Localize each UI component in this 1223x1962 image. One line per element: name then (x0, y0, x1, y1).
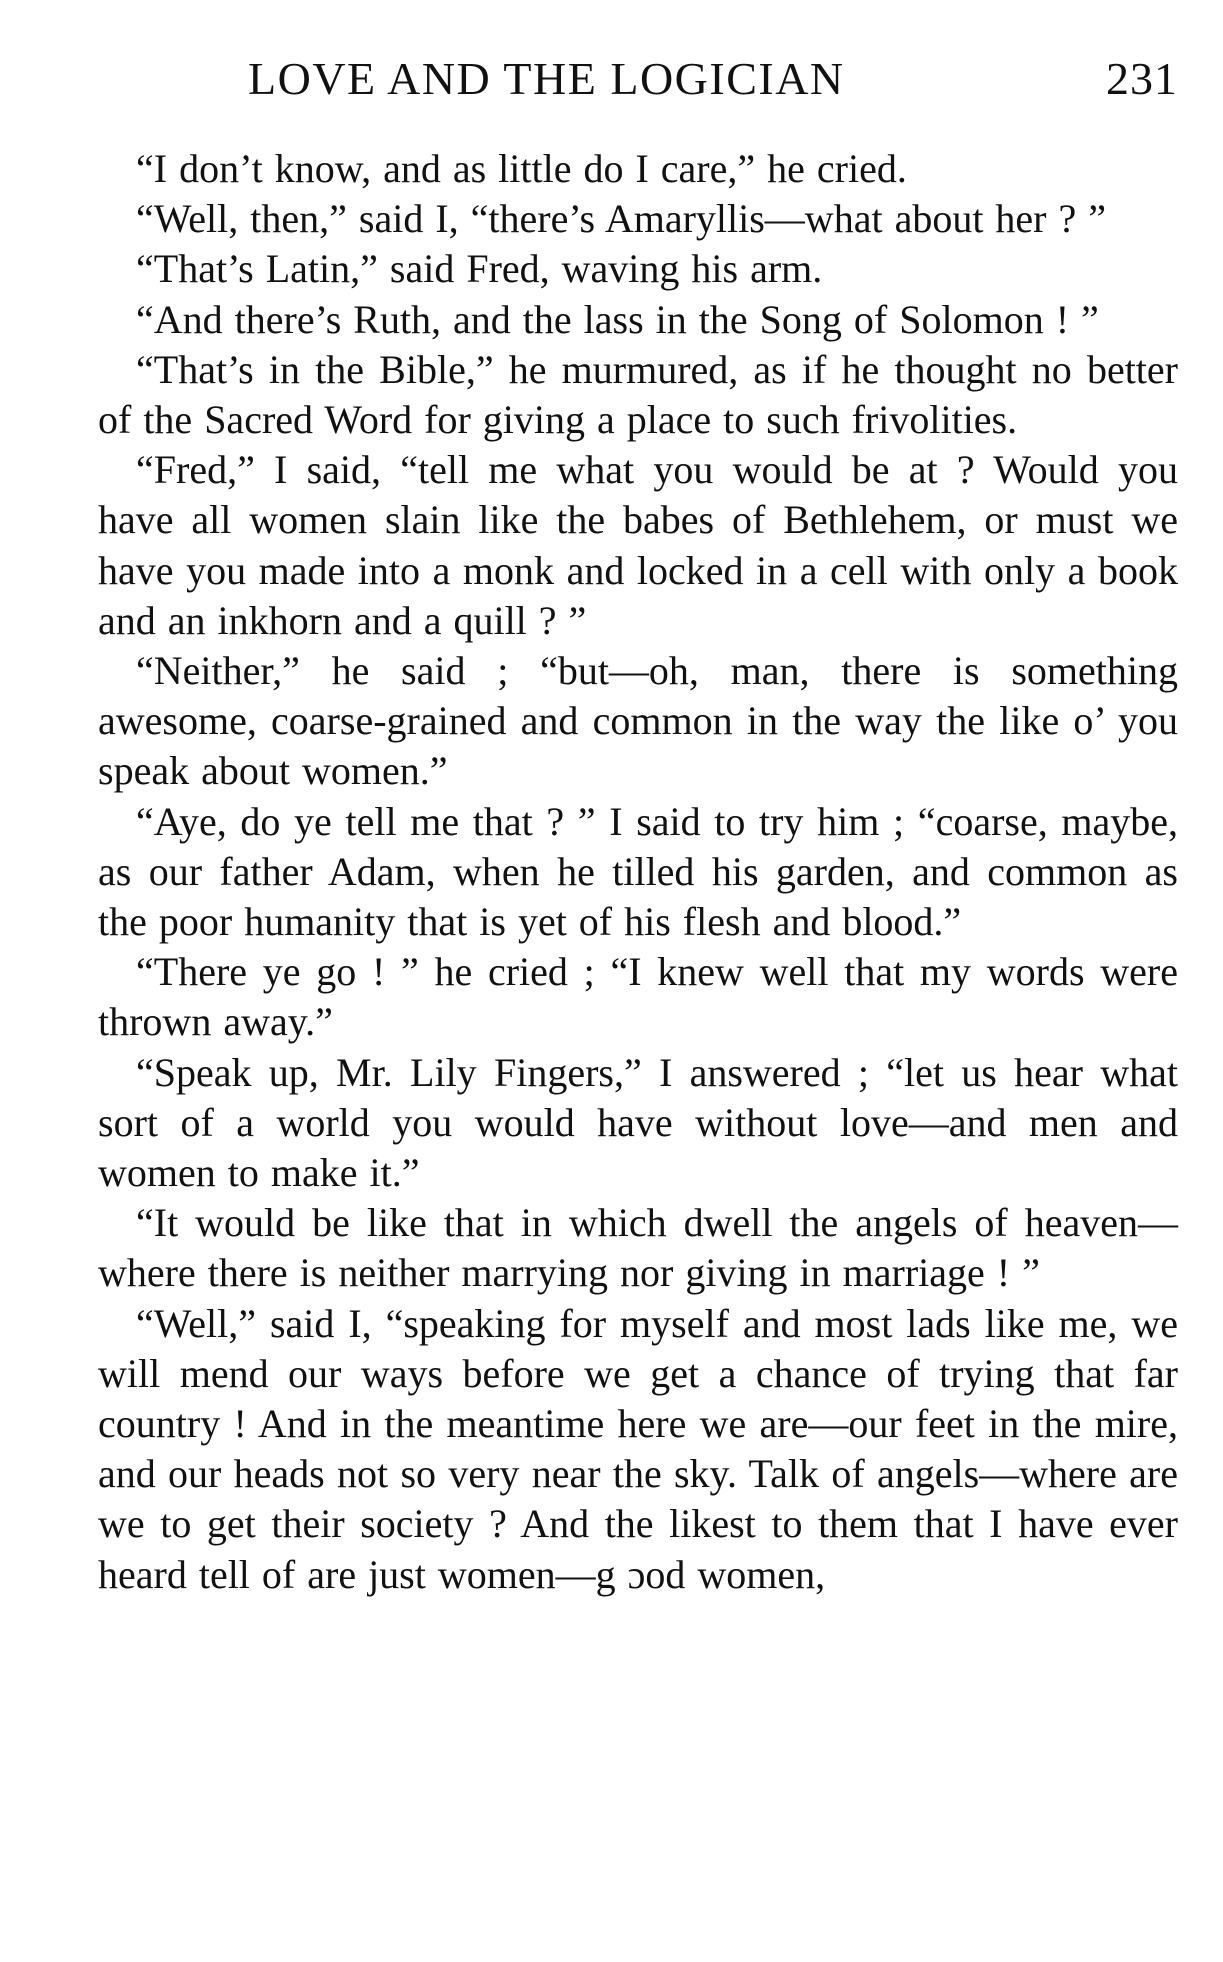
paragraph-5: “That’s in the Bible,” he murmured, as if he thought no better of the Sacred Word for giving a place to such frivolities. (98, 346, 1178, 443)
page-header (98, 52, 1178, 112)
paragraph-6: “Fred,” I said, “tell me what you would be at ? Would you have all women slain like the babes of Bethlehem, or must we have you made into a monk and locked in a cell with only a book and an inkhorn and a quill ? ” (98, 447, 1178, 643)
paragraph-1: “I don’t know, and as little do I care,” he cried. (136, 146, 907, 191)
paragraph-8: “Aye, do ye tell me that ? ” I said to try him ; “coarse, maybe, as our father Adam, when he tilled his garden, and common as the poor humanity that is yet of his flesh and blood.” (98, 798, 1178, 945)
paragraph-3: “That’s Latin,” said Fred, waving his arm. (136, 246, 823, 292)
paragraph-11: “It would be like that in which dwell the angels of heaven—where there is neither marrying nor giving in marriage ! ” (98, 1200, 1178, 1296)
paragraph-7: “Neither,” he said ; “but—oh, man, there is something awesome, coarse-grained and common in the way the like o’ you speak about women.” (98, 648, 1178, 794)
paragraph-12: “Well,” said I, “speaking for myself and most lads like me, we will mend our ways before we get a chance of trying that far country ! And in the meantime here we are—our feet in the mire, and our heads not so very near the sky. Talk of angels—where are we to get their society ? And the likest to them that I have ever heard tell of are just women—g ɔod women, (98, 1300, 1178, 1597)
paragraph-4: “And there’s Ruth, and the lass in the Song of Solomon ! ” (136, 296, 1099, 342)
paragraph-9: “There ye go ! ” he cried ; “I knew well that my words were thrown away.” (98, 949, 1178, 1045)
paragraph-10: “Speak up, Mr. Lily Fingers,” I answered ; “let us hear what sort of a world you would have without love—and men and women to make it.” (98, 1049, 1178, 1196)
body-text (98, 144, 1178, 1600)
page-number: 231 (1106, 53, 1178, 104)
paragraph-2: “Well, then,” said I, “there’s Amaryllis—what about her ? ” (136, 196, 1107, 242)
running-head: LOVE AND THE LOGICIAN (248, 53, 845, 104)
